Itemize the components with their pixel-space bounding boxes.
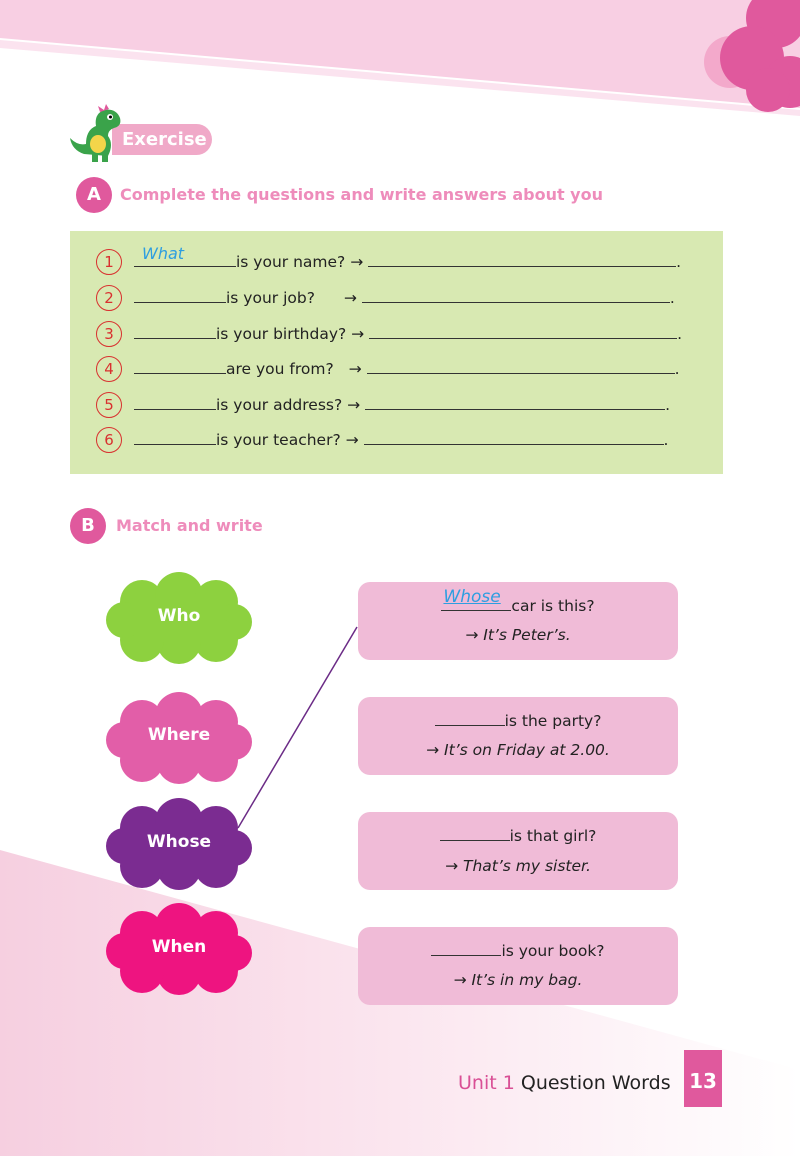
question-row-5 — [134, 393, 670, 414]
answer-blank[interactable] — [431, 939, 501, 956]
answer-blank[interactable] — [134, 357, 226, 374]
word-where: Where — [147, 725, 211, 745]
question-row-1 — [134, 244, 682, 271]
card-question — [358, 587, 678, 615]
answer-blank[interactable] — [134, 322, 216, 339]
card-reply: → It’s in my bag. — [453, 971, 583, 989]
question-text: is your job? — [226, 289, 315, 307]
card-question-text: is that girl? — [509, 827, 597, 845]
question-row-4 — [134, 357, 680, 378]
word-whose: Whose — [146, 832, 212, 852]
word-who: Who — [157, 606, 201, 626]
reply-blank[interactable] — [368, 250, 676, 267]
question-row-2 — [134, 286, 675, 307]
answer-blank[interactable] — [435, 709, 505, 726]
question-number: 6 — [96, 427, 122, 453]
reply-blank[interactable] — [362, 286, 670, 303]
section-b-badge: B — [70, 508, 106, 544]
card-reply: → It’s Peter’s. — [465, 626, 571, 644]
unit-number: Unit 1 — [458, 1072, 515, 1094]
section-b-title: Match and write — [116, 516, 263, 535]
card-question — [358, 939, 678, 960]
answer-blank[interactable] — [134, 244, 236, 267]
question-text: is your name? → — [236, 253, 364, 271]
period: . — [669, 289, 675, 307]
section-a-title: Complete the questions and write answers about you — [120, 185, 603, 204]
unit-topic: Question Words — [520, 1072, 671, 1094]
reply-blank[interactable] — [364, 428, 664, 445]
handwritten-answer: Whose — [443, 587, 501, 607]
question-number: 3 — [96, 321, 122, 347]
period: . — [674, 360, 680, 378]
page-number: 13 — [684, 1050, 722, 1107]
unit-title — [458, 1072, 671, 1094]
question-text: are you from? — [226, 360, 334, 378]
exercise-label-text: Exercise — [122, 129, 207, 150]
answer-blank[interactable] — [441, 587, 511, 611]
question-text: is your birthday? → — [216, 325, 365, 343]
reply-blank[interactable] — [367, 357, 675, 374]
exercise-label — [112, 124, 212, 155]
period: . — [676, 253, 682, 271]
answer-blank[interactable] — [134, 393, 216, 410]
arrow: → — [343, 289, 357, 307]
question-row-6 — [134, 428, 668, 449]
question-text: is your teacher? → — [216, 431, 359, 449]
answer-blank[interactable] — [134, 428, 216, 445]
question-number: 4 — [96, 356, 122, 382]
question-row-3 — [134, 322, 682, 343]
card-question-text: is the party? — [504, 712, 602, 730]
reply-blank[interactable] — [365, 393, 665, 410]
section-a-badge: A — [76, 177, 112, 213]
card-question-text: car is this? — [511, 597, 595, 615]
word-when: When — [151, 937, 207, 957]
arrow: → — [348, 360, 362, 378]
dinosaur-icon — [64, 104, 126, 164]
answer-blank[interactable] — [440, 824, 510, 841]
card-reply: → That’s my sister. — [445, 857, 591, 875]
card-question-text: is your book? — [501, 942, 605, 960]
handwritten-answer: What — [142, 244, 185, 263]
reply-blank[interactable] — [369, 322, 677, 339]
card-reply: → It’s on Friday at 2.00. — [426, 741, 610, 759]
period: . — [663, 431, 669, 449]
question-number: 5 — [96, 392, 122, 418]
card-question — [358, 824, 678, 845]
question-number: 1 — [96, 249, 122, 275]
period: . — [665, 396, 670, 414]
question-number: 2 — [96, 285, 122, 311]
period: . — [677, 325, 683, 343]
card-question — [358, 709, 678, 730]
question-text: is your address? → — [216, 396, 361, 414]
answer-blank[interactable] — [134, 286, 226, 303]
